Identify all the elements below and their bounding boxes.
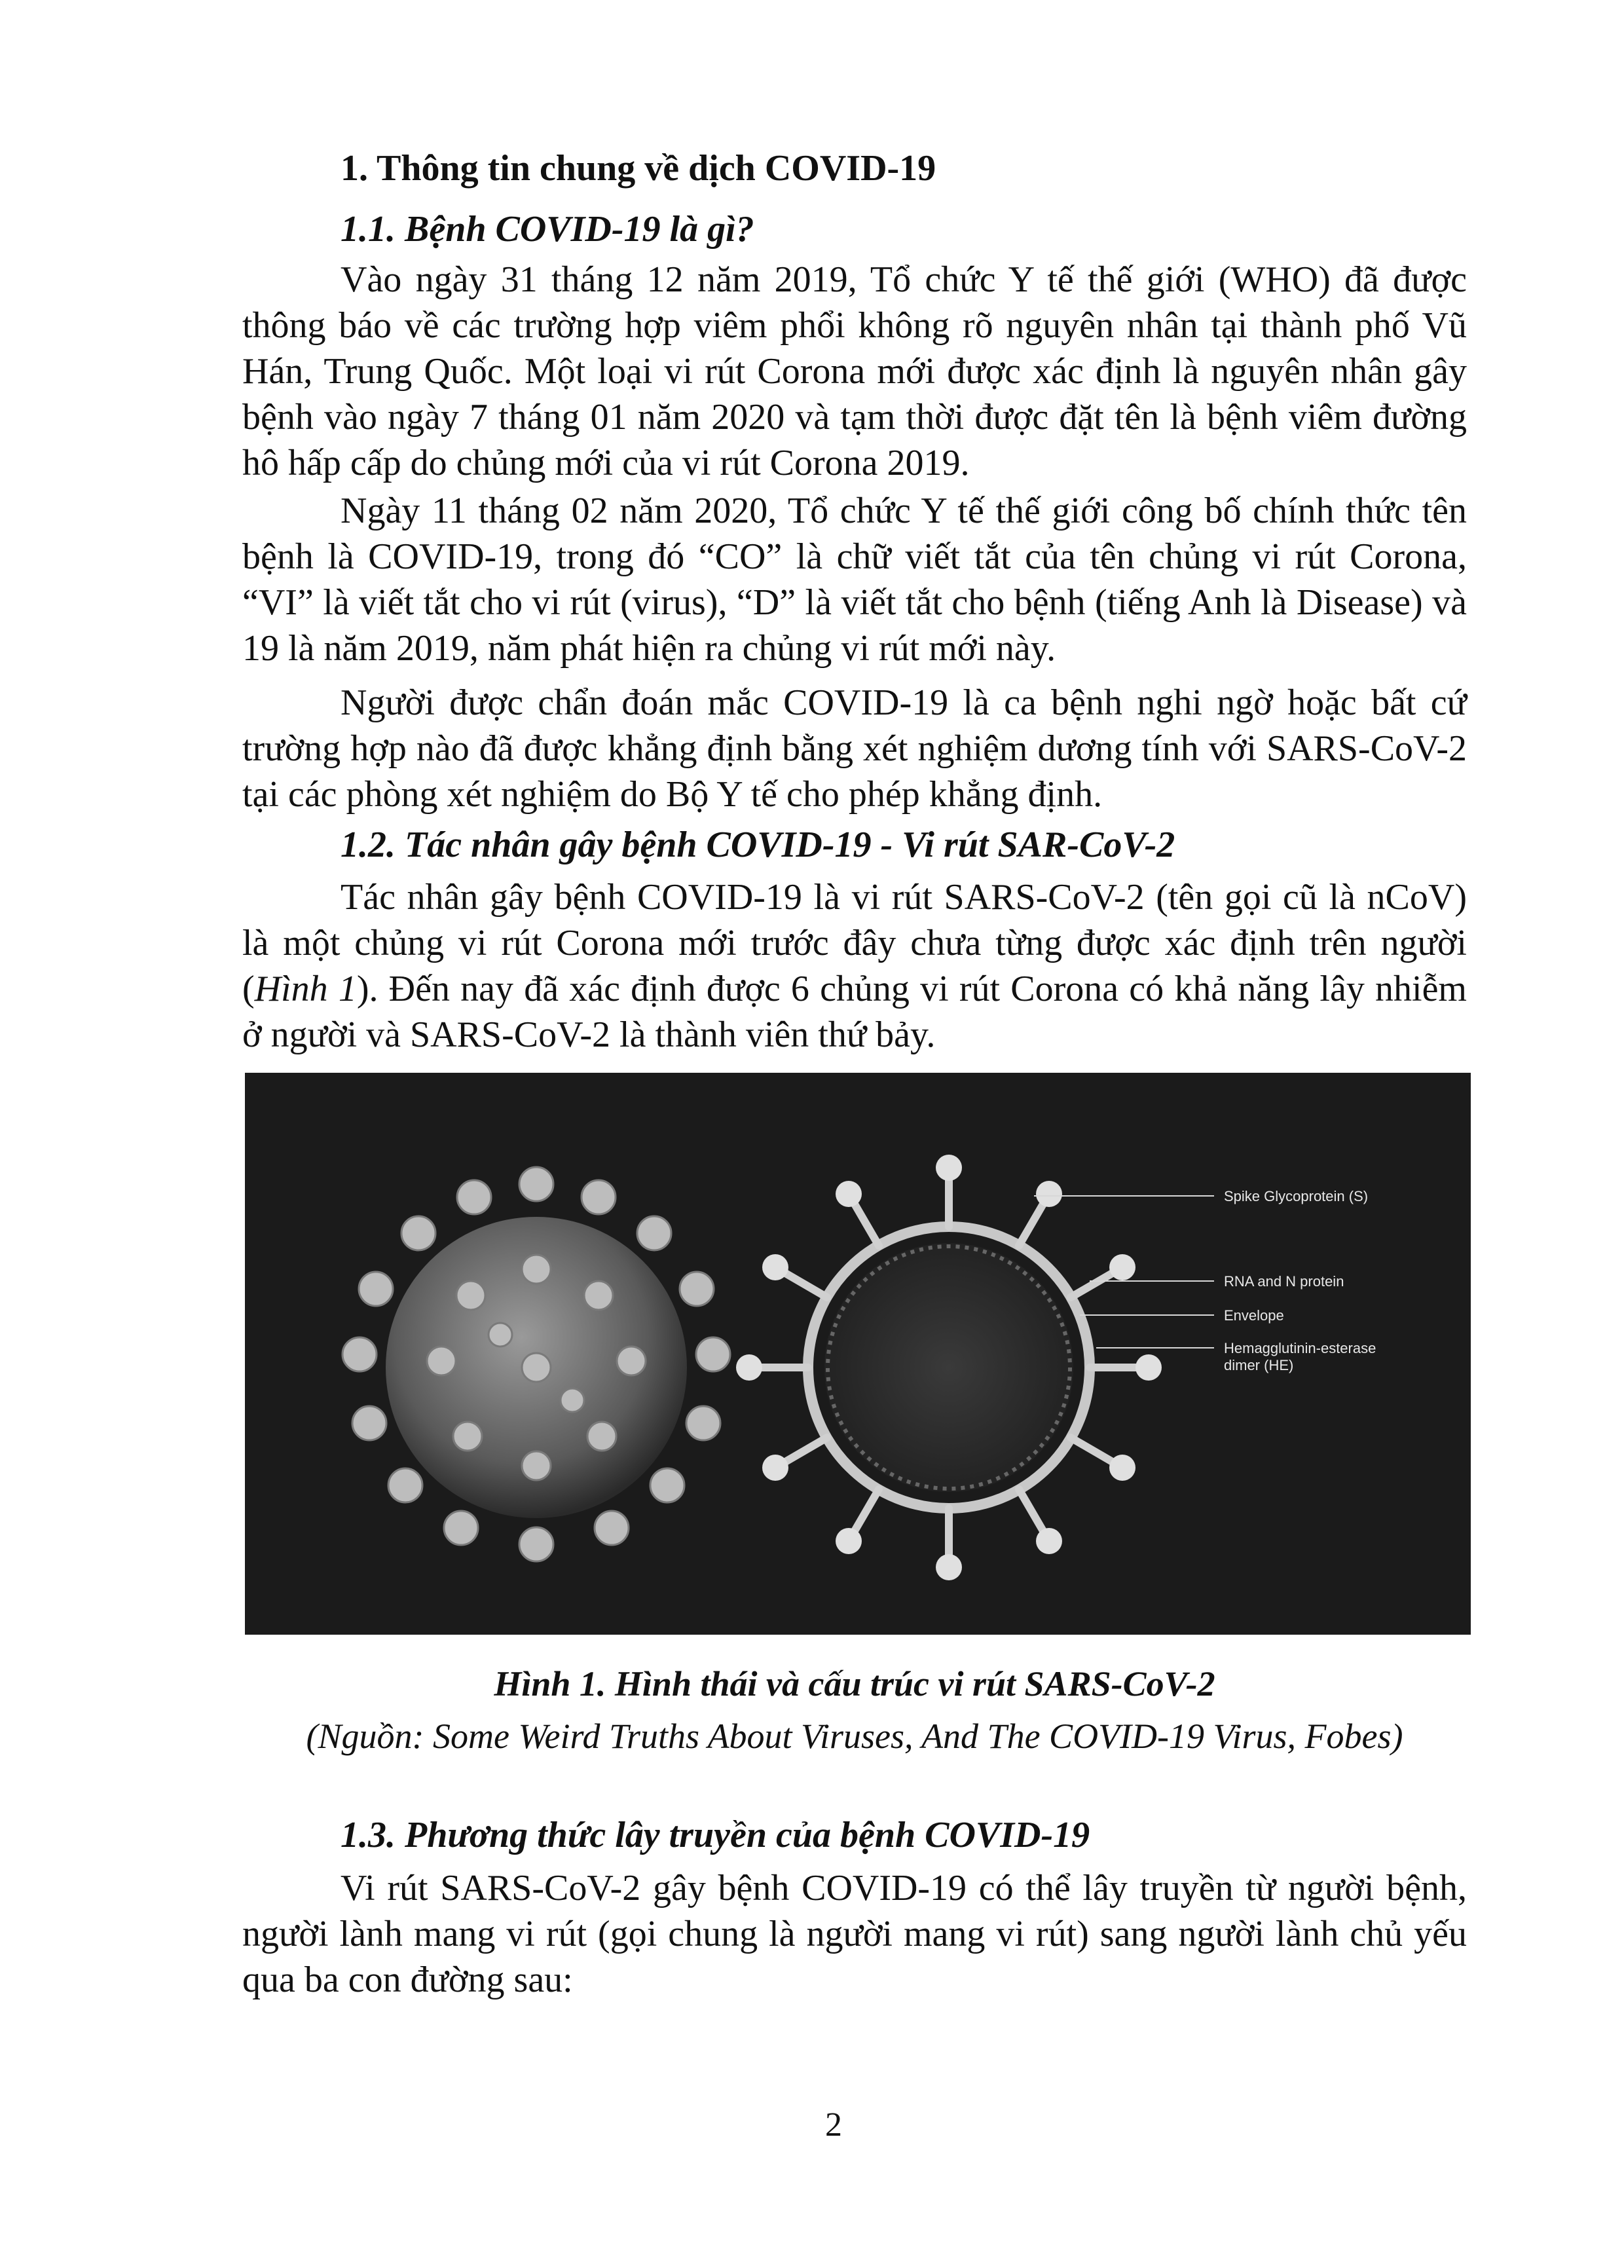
paragraph-1-1-a: Vào ngày 31 tháng 12 năm 2019, Tổ chức Y tế thế giới (WHO) đã được thông báo về các trường hợp viêm phổi không rõ nguyên nhân tại thành phố Vũ Hán, Trung Quốc. Một loại vi rút Corona mới được xác định là nguyên nhân gây bệnh vào ngày 7 tháng 01 năm 2020 và tạm thời được đặt tên là bệnh viêm đường hô hấp cấp do chủng mới của vi rút Corona 2019. [242,259,1467,483]
label-spike-glycoprotein: Spike Glycoprotein (S) [1224,1188,1369,1204]
paragraph-1-2-text-a: Tác nhân gây bệnh COVID-19 là vi rút SARS-CoV-2 (tên gọi cũ là nCoV) là một chủng vi rút Corona mới trước đây chưa từng được xác định trên người ( [242,877,1467,1009]
subsection-heading-1-1: 1.1. Bệnh COVID-19 là gì? [341,209,754,250]
label-rna-n-protein: RNA and N protein [1224,1273,1344,1290]
paragraph-1-3: Vi rút SARS-CoV-2 gây bệnh COVID-19 có thể lây truyền từ người bệnh, người lành mang vi rút (gọi chung là người mang vi rút) sang người lành chủ yếu qua ba con đường sau: [242,1868,1467,2000]
subsection-heading-1-2: 1.2. Tác nhân gây bệnh COVID-19 - Vi rút SAR-CoV-2 [341,825,1175,865]
paragraph-1-2 [242,874,1467,1058]
figure-caption: Hình 1. Hình thái và cấu trúc vi rút SARS-CoV-2 [494,1664,1215,1703]
subsection-heading-1-3: 1.3. Phương thức lây truyền của bệnh COVID-19 [341,1815,1090,1855]
label-hemagglutinin-line1: Hemagglutinin-esterase [1224,1340,1376,1356]
label-envelope: Envelope [1224,1307,1284,1324]
paragraph-1-1-b: Ngày 11 tháng 02 năm 2020, Tổ chức Y tế thế giới công bố chính thức tên bệnh là COVID-19, trong đó “CO” là chữ viết tắt của tên chủng vi rút Corona, “VI” là viết tắt cho vi rút (virus), “D” là viết tắt cho bệnh (tiếng Anh là Disease) và 19 là năm 2019, năm phát hiện ra chủng vi rút mới này. [242,491,1467,669]
figure-source: (Nguồn: Some Weird Truths About Viruses, And The COVID-19 Virus, Fobes) [306,1717,1403,1756]
figure-reference: Hình 1 [254,969,357,1009]
page-number: 2 [825,2106,842,2144]
paragraph-1-1-c: Người được chẩn đoán mắc COVID-19 là ca bệnh nghi ngờ hoặc bất cứ trường hợp nào đã được khẳng định bằng xét nghiệm dương tính với SARS-CoV-2 tại các phòng xét nghiệm do Bộ Y tế cho phép khẳng định. [242,682,1467,815]
label-hemagglutinin-line2: dimer (HE) [1224,1357,1294,1373]
section-heading: 1. Thông tin chung về dịch COVID-19 [341,148,936,189]
paragraph-1-2-text-b: ). Đến nay đã xác định được 6 chủng vi rút Corona có khả năng lây nhiễm ở người và SARS-CoV-2 là thành viên thứ bảy. [242,969,1467,1055]
virus-structure-figure [245,1073,1471,1635]
